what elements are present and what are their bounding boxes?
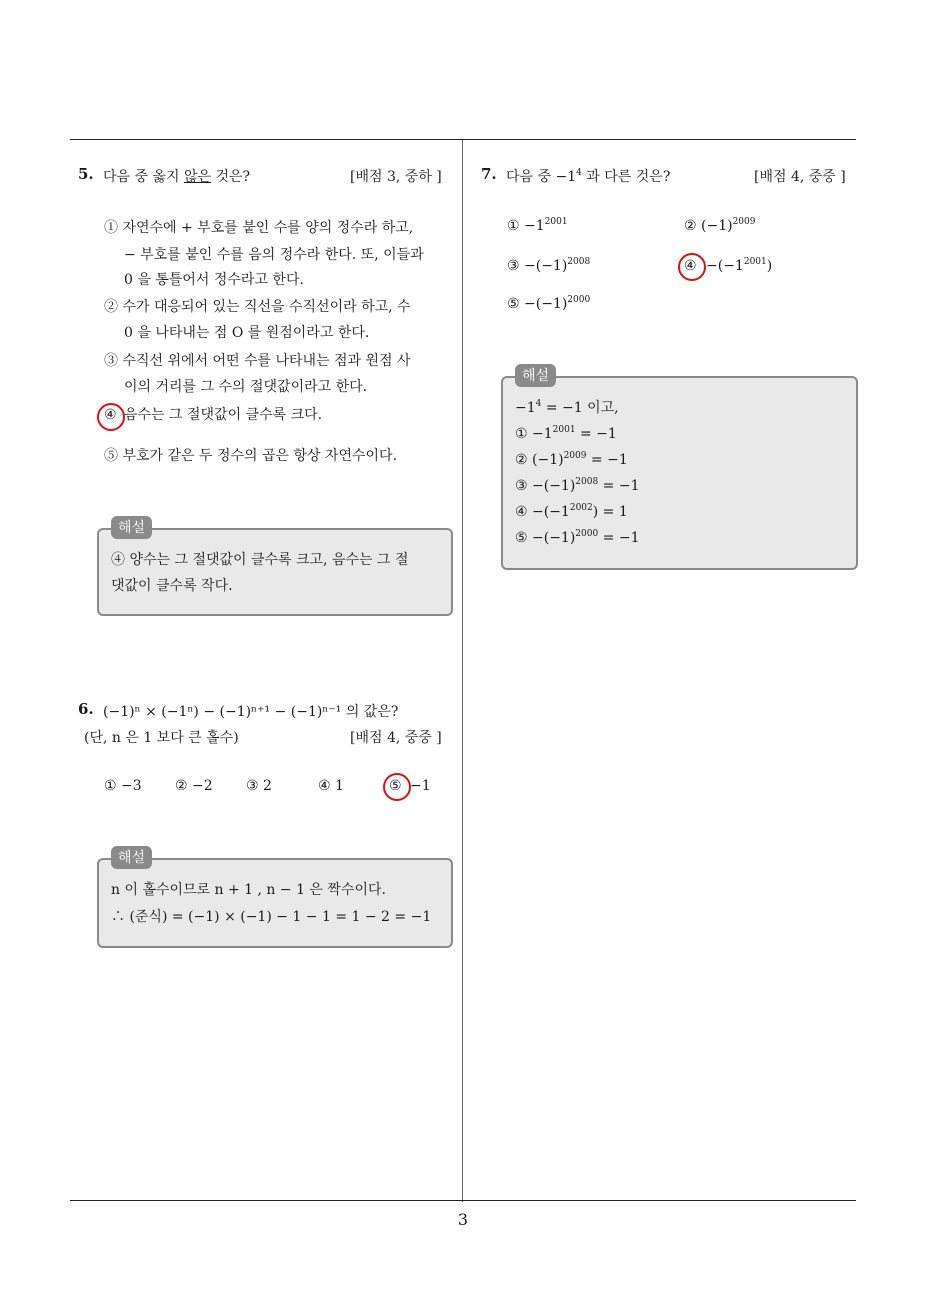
solution-text: = −1 — [575, 426, 617, 442]
question-number: 5. — [78, 165, 94, 183]
choice-3[interactable]: ③ 수직선 위에서 어떤 수를 나타내는 점과 원점 사 — [104, 353, 411, 369]
solution-line — [515, 398, 619, 418]
score-difficulty: [배점 3, 중하 ] — [350, 169, 442, 185]
solution-box — [97, 528, 453, 616]
top-rule — [70, 139, 856, 140]
choice-exponent: 2009 — [732, 217, 756, 227]
choice-2[interactable]: ② −2 — [175, 778, 213, 794]
choice-text: −(−1 — [706, 258, 744, 274]
page-number: 3 — [457, 1210, 469, 1229]
choice-4[interactable] — [706, 256, 772, 276]
choice-5[interactable]: −1 — [410, 778, 431, 794]
solution-text: = −1 이고, — [541, 400, 619, 416]
choice-5[interactable]: ⑤ 부호가 같은 두 정수의 곱은 항상 자연수이다. — [104, 448, 398, 464]
question-number: 7. — [481, 165, 497, 183]
solution-line: 댓값이 클수록 작다. — [111, 578, 233, 594]
bottom-rule — [70, 1200, 856, 1201]
solution-text: ② (−1) — [515, 452, 564, 468]
solution-text: = −1 — [598, 530, 640, 546]
score-difficulty: [배점 4, 중중 ] — [350, 730, 442, 746]
solution-text: = −1 — [598, 478, 640, 494]
choice-exponent: 2000 — [567, 295, 591, 305]
choice-exponent: 2001 — [743, 257, 767, 267]
choice-1-cont: − 부호를 붙인 수를 음의 정수라 한다. 또, 이들과 — [124, 247, 424, 263]
choice-2[interactable]: ② 수가 대응되어 있는 직선을 수직선이라 하고, 수 — [104, 299, 411, 315]
solution-exponent: 2008 — [575, 477, 599, 487]
solution-line — [515, 502, 628, 522]
solution-text: = −1 — [586, 452, 628, 468]
choice-1[interactable] — [507, 216, 568, 236]
solution-box — [97, 858, 453, 948]
solution-box — [501, 376, 858, 570]
solution-tag: 해설 — [111, 516, 152, 539]
solution-text: ③ −(−1) — [515, 478, 576, 494]
solution-text: ⑤ −(−1) — [515, 530, 576, 546]
choice-4-marker[interactable]: ④ — [684, 258, 697, 274]
choice-2-cont: 0 을 나타내는 점 O 를 원점이라고 한다. — [124, 325, 370, 341]
question-prompt: (−1)ⁿ × (−1ⁿ) − (−1)ⁿ⁺¹ − (−1)ⁿ⁻¹ 의 값은? — [103, 704, 399, 720]
choice-3[interactable]: ③ 2 — [246, 778, 272, 794]
solution-text: −1 — [515, 400, 536, 416]
solution-line: ④ 양수는 그 절댓값이 클수록 크고, 음수는 그 절 — [111, 552, 409, 568]
choice-1[interactable]: ① 자연수에 + 부호를 붙인 수를 양의 정수라 하고, — [104, 220, 414, 236]
solution-exponent: 2001 — [552, 425, 576, 435]
choice-3-cont: 이의 거리를 그 수의 절댓값이라고 한다. — [124, 379, 368, 395]
column-divider — [462, 140, 463, 1202]
choice-text: ① −1 — [507, 218, 545, 234]
choice-4-marker[interactable]: ④ — [104, 407, 117, 423]
solution-text: ) = 1 — [592, 504, 628, 520]
choice-1[interactable]: ① −3 — [104, 778, 142, 794]
answer-circle-mark — [678, 253, 706, 281]
solution-line — [515, 424, 617, 444]
choice-exponent: 2001 — [544, 217, 568, 227]
question-condition: (단, n 은 1 보다 큰 홀수) — [84, 730, 239, 746]
choice-text: ⑤ −(−1) — [507, 296, 568, 312]
prompt-text: 다음 중 −1 — [506, 169, 577, 185]
solution-exponent: 2009 — [563, 451, 587, 461]
question-prompt — [506, 166, 670, 186]
choice-text: ② (−1) — [684, 218, 733, 234]
prompt-text: 다음 중 옳지 — [103, 169, 184, 185]
choice-exponent: 2008 — [567, 257, 591, 267]
solution-line — [515, 476, 639, 496]
answer-circle-mark — [383, 773, 411, 801]
question-number: 6. — [78, 700, 94, 718]
choice-text: ③ −(−1) — [507, 258, 568, 274]
solution-exponent: 2000 — [575, 529, 599, 539]
choice-4[interactable]: ④ 1 — [318, 778, 344, 794]
choice-5[interactable] — [507, 294, 590, 314]
solution-exponent: 4 — [535, 399, 542, 409]
solution-tag: 해설 — [515, 364, 556, 387]
prompt-underlined-text: 않은 — [183, 169, 212, 185]
choice-1-cont: 0 을 통틀어서 정수라고 한다. — [124, 272, 304, 288]
solution-line — [515, 450, 628, 470]
answer-circle-mark — [97, 403, 125, 431]
choice-text: ) — [766, 258, 773, 274]
solution-text: ④ −(−1 — [515, 504, 570, 520]
prompt-text: 것은? — [211, 169, 251, 185]
choice-3[interactable] — [507, 256, 590, 276]
solution-line — [515, 528, 639, 548]
solution-line: ∴ (준식) = (−1) × (−1) − 1 − 1 = 1 − 2 = −1 — [111, 909, 432, 925]
solution-tag: 해설 — [111, 846, 152, 869]
prompt-exponent: 4 — [576, 168, 582, 178]
solution-line: n 이 홀수이므로 n + 1 , n − 1 은 짝수이다. — [111, 882, 386, 898]
choice-4[interactable]: 음수는 그 절댓값이 클수록 크다. — [124, 407, 323, 423]
choice-2[interactable] — [684, 216, 755, 236]
choice-5-marker[interactable]: ⑤ — [389, 778, 402, 794]
solution-exponent: 2002 — [569, 503, 593, 513]
prompt-text: 과 다른 것은? — [581, 169, 671, 185]
question-prompt — [103, 166, 250, 186]
solution-text: ① −1 — [515, 426, 553, 442]
score-difficulty: [배점 4, 중중 ] — [754, 169, 846, 185]
